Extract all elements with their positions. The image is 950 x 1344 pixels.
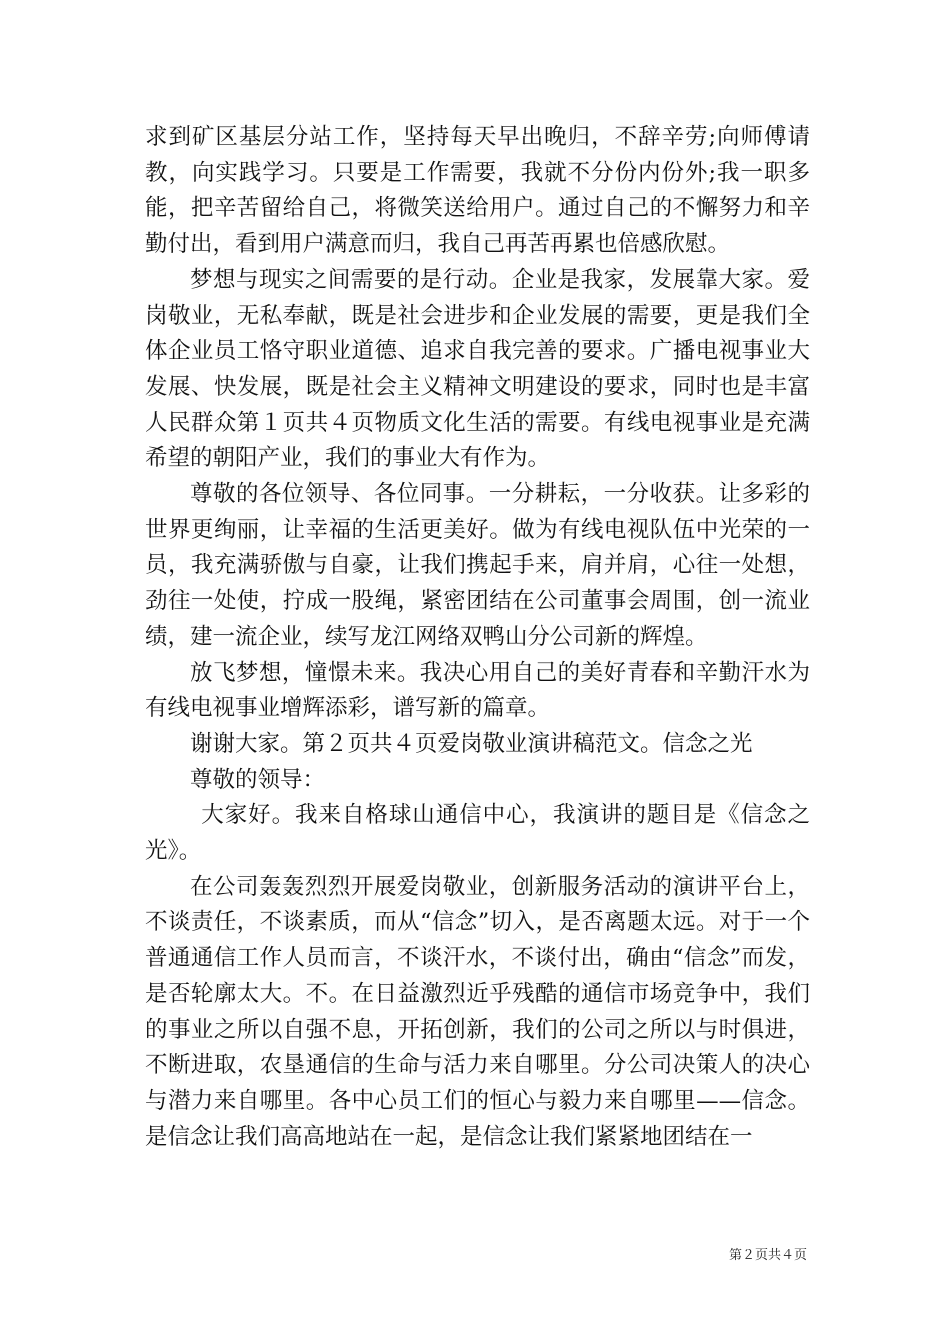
paragraph-fly-dream: 放飞梦想，憧憬未来。我决心用自己的美好青春和辛勤汗水为有线电视事业增辉添彩，谱写新的篇章。 [145, 659, 810, 722]
paragraph-salutation: 尊敬的领导： [190, 766, 326, 793]
paragraph-leaders-colleagues: 尊敬的各位领导、各位同事。一分耕耘，一分收获。让多彩的世界更绚丽，让幸福的生活更美好。做为有线电视队伍中光荣的一员，我充满骄傲与自豪，让我们携起手来，肩并肩，心往一处想，劲往一处使，拧成一股绳，紧密团结在公司董事会周围，创一流业绩，建一流企业，续写龙江网络双鸭山分公司新的辉煌。 [145, 481, 810, 650]
paragraph-continuation: 求到矿区基层分站工作，坚持每天早出晚归，不辞辛劳;向师傅请教，向实践学习。只要是工作需要，我就不分份内份外;我一职多能，把辛苦留给自己，将微笑送给用户。通过自己的不懈努力和辛勤付出，看到用户满意而归，我自己再苦再累也倍感欣慰。 [145, 124, 810, 258]
paragraph-thanks-title: 谢谢大家。第２页共４页爱岗敬业演讲稿范文。信念之光 [190, 730, 753, 757]
paragraph-greeting: 大家好。我来自格球山通信中心，我演讲的题目是《信念之光》。 [145, 802, 810, 865]
paragraph-belief: 在公司轰轰烈烈开展爱岗敬业，创新服务活动的演讲平台上，不谈责任，不谈素质，而从“信念”切入，是否离题太远。对于一个普通通信工作人员而言，不谈汗水，不谈付出，确由“信念”而发，是否轮廓太大。不。在日益激烈近乎残酷的通信市场竞争中，我们的事业之所以自强不息，开拓创新，我们的公司之所以与时俱进，不断进取，农垦通信的生命与活力来自哪里。分公司决策人的决心与潜力来自哪里。各中心员工们的恒心与毅力来自哪里——信念。是信念让我们高高地站在一起，是信念让我们紧紧地团结在一 [145, 873, 810, 1150]
body-text [145, 120, 810, 1155]
page-number-footer: 第２页共４页 [728, 1248, 807, 1263]
paragraph-dream-action: 梦想与现实之间需要的是行动。企业是我家，发展靠大家。爱岗敬业，无私奉献，既是社会进步和企业发展的需要，更是我们全体企业员工恪守职业道德、追求自我完善的要求。广播电视事业大发展、快发展，既是社会主义精神文明建设的要求，同时也是丰富人民群众第１页共４页物质文化生活的需要。有线电视事业是充满希望的朝阳产业，我们的事业大有作为。 [145, 266, 810, 472]
